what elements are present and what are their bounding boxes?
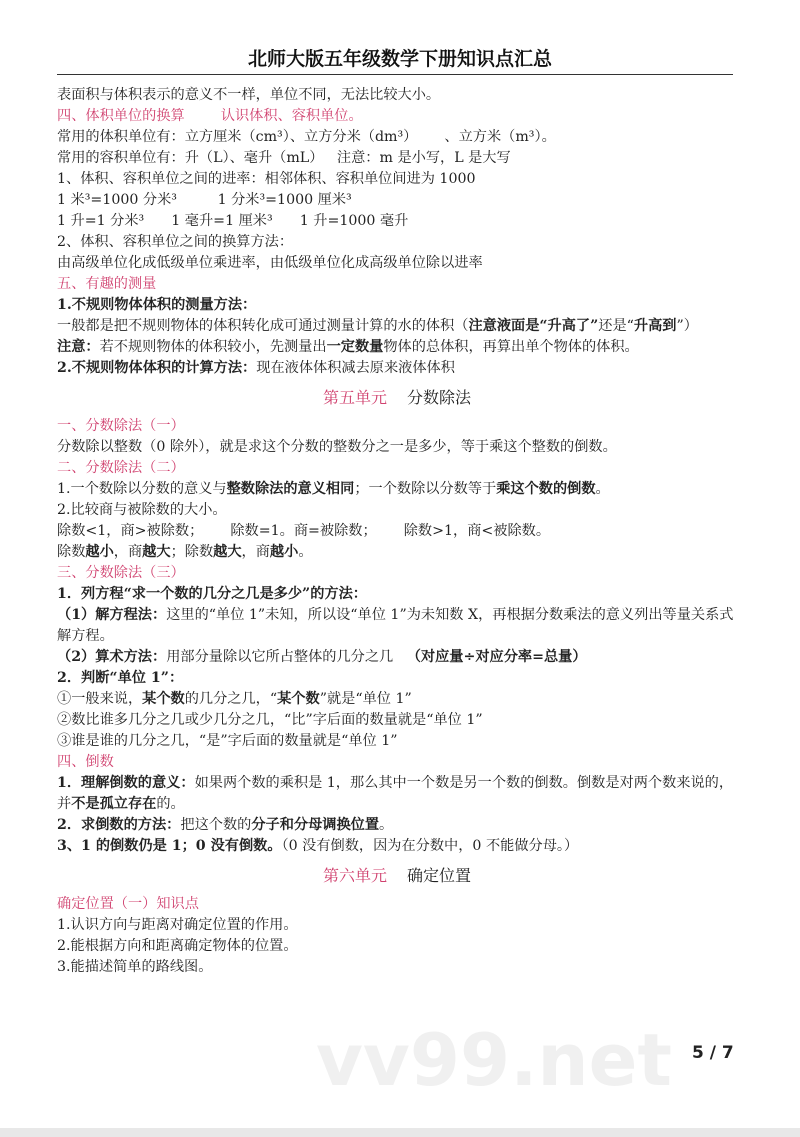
heading-text: 四、体积单位的换算 认识体积、容积单位。 <box>57 108 363 124</box>
text-line <box>57 437 737 458</box>
text-line <box>57 815 737 836</box>
body-text: ”） <box>676 318 698 334</box>
body-text: 常用的体积单位有： <box>57 129 185 145</box>
emphasis-text: （对应量÷对应分率=总量） <box>406 649 587 665</box>
body-text: 这里的“单位 1”未知，所以设“单位 1”为未知数 X，再根据分数乘法的意义列出等量关系式解方程。 <box>57 607 734 644</box>
heading-text: 一、分数除法（一） <box>57 418 185 434</box>
emphasis-text: 乘这个数的倒数 <box>496 481 596 497</box>
text-line <box>57 253 737 274</box>
emphasis-text: 整数除法的意义相同 <box>226 481 355 497</box>
text-line <box>57 915 737 936</box>
emphasis-text: 不是孤立存在 <box>71 796 157 812</box>
body-text: 3.能描述简单的路线图。 <box>57 959 213 975</box>
emphasis-text: 1．理解倒数的意义： <box>57 775 195 791</box>
text-line <box>57 647 737 668</box>
emphasis-text: 越大 <box>213 544 242 560</box>
body-text: 若不规则物体的体积较小，先测量出 <box>99 339 327 355</box>
body-text: 由高级单位化成低级单位乘进率，由低级单位化成高级单位除以进率 <box>57 255 483 271</box>
body-text: 现在液体体积减去原来液体体积 <box>256 360 455 376</box>
document-body <box>57 85 737 978</box>
text-line <box>57 274 737 295</box>
text-line <box>57 668 737 689</box>
body-text: 1、体积、容积单位之间的进率：相邻体积、容积单位间进为 1000 <box>57 171 476 187</box>
unit-heading <box>57 387 737 408</box>
text-line <box>57 584 737 605</box>
text-line <box>57 458 737 479</box>
body-text: 1 升=1 分米³ 1 毫升=1 厘米³ 1 升=1000 毫升 <box>57 213 409 229</box>
body-text: 如果两个数的乘积是 1，那么其中一个数是另一个数的倒数。倒数是对两个数来说的，并 <box>57 775 734 812</box>
emphasis-text: 越小 <box>269 544 299 560</box>
heading-text: 确定位置（一）知识点 <box>57 896 199 912</box>
heading-text: 二、分数除法（二） <box>57 460 185 476</box>
body-text: 除数<1，商>被除数； 除数=1。商=被除数； 除数>1，商<被除数。 <box>57 523 551 539</box>
page-bottom-edge <box>0 1128 800 1137</box>
body-text: ，商 <box>113 544 143 560</box>
body-text: 。 <box>298 544 313 560</box>
unit-heading <box>57 865 737 886</box>
body-text: 表面积与体积表示的意义不一样，单位不同，无法比较大小。 <box>57 87 441 103</box>
body-text: 的。 <box>156 796 185 812</box>
text-line <box>57 605 737 647</box>
body-text: 的几分之几，“ <box>184 691 278 707</box>
emphasis-text: 2．判断“单位 1”： <box>57 670 184 686</box>
body-text: 1.认识方向与距离对确定位置的作用。 <box>57 917 298 933</box>
body-text: 把这个数的 <box>180 817 252 833</box>
emphasis-text: 越大 <box>142 544 171 560</box>
text-line <box>57 521 737 542</box>
text-line <box>57 836 737 857</box>
text-line <box>57 773 737 815</box>
text-line <box>57 500 737 521</box>
emphasis-text: （2）算术方法： <box>57 649 167 665</box>
body-text: 2.能根据方向和距离确定物体的位置。 <box>57 938 298 954</box>
text-line <box>57 689 737 710</box>
emphasis-text: 2.不规则物体体积的计算方法： <box>57 360 257 376</box>
emphasis-text: 某个数 <box>277 691 320 707</box>
body-text: 。 <box>379 817 394 833</box>
body-text: ②数比谁多几分之几或少几分之几，“比”字后面的数量就是“单位 1” <box>57 712 483 728</box>
body-text: ”就是“单位 1” <box>319 691 412 707</box>
emphasis-text: 注意： <box>57 339 100 355</box>
emphasis-text: （1）解方程法： <box>57 607 167 623</box>
text-line <box>57 232 737 253</box>
body-text: 。 <box>595 481 610 497</box>
emphasis-text: 一定数量 <box>326 339 384 355</box>
emphasis-text: 注意液面是“升高了” <box>468 318 599 334</box>
text-line <box>57 190 737 211</box>
text-line <box>57 563 737 584</box>
text-line <box>57 936 737 957</box>
text-line <box>57 211 737 232</box>
heading-text: 五、有趣的测量 <box>57 276 157 292</box>
body-text: 除数 <box>57 544 86 560</box>
body-text: ；除数 <box>170 544 214 560</box>
text-line <box>57 416 737 437</box>
text-line <box>57 148 737 169</box>
text-line <box>57 85 737 106</box>
heading-text: 三、分数除法（三） <box>57 565 185 581</box>
emphasis-text: 3、1 的倒数仍是 1；0 没有倒数。 <box>57 838 282 854</box>
body-text: 用部分量除以它所占整体的几分之几 <box>166 649 407 665</box>
body-text: 分数除以整数（0 除外），就是求这个分数的整数分之一是多少，等于乘这个整数的倒数。 <box>57 439 617 455</box>
text-line <box>57 169 737 190</box>
heading-text: 四、倒数 <box>57 754 114 770</box>
document-title: 北师大版五年级数学下册知识点汇总 <box>247 48 552 70</box>
text-line <box>57 731 737 752</box>
body-text: 分数除法 <box>407 388 472 407</box>
body-text: 一般都是把不规则物体的体积转化成可通过测量计算的水的体积（ <box>57 318 469 334</box>
emphasis-text: 越小 <box>85 544 114 560</box>
text-line <box>57 337 737 358</box>
body-text: ①一般来说， <box>57 691 143 707</box>
emphasis-text: 某个数 <box>142 691 185 707</box>
text-line <box>57 542 737 563</box>
text-line <box>57 752 737 773</box>
emphasis-text: 2．求倒数的方法： <box>57 817 181 833</box>
text-line <box>57 358 737 379</box>
text-line <box>57 710 737 731</box>
text-line <box>57 479 737 500</box>
emphasis-text: 分子和分母调换位置 <box>251 817 380 833</box>
text-line <box>57 295 737 316</box>
heading-text: 第六单元 <box>322 866 387 885</box>
body-text: 物体的总体积，再算出单个物体的体积。 <box>383 339 639 355</box>
body-text: 2、体积、容积单位之间的换算方法： <box>57 234 294 250</box>
text-line <box>57 894 737 915</box>
body-text: ③谁是谁的几分之几，“是”字后面的数量就是“单位 1” <box>57 733 398 749</box>
body-text: 1.一个数除以分数的意义与 <box>57 481 227 497</box>
title-divider <box>57 74 733 75</box>
body-text: 还是“ <box>598 318 634 334</box>
body-text: （0 没有倒数，因为在分数中，0 不能做分母。） <box>281 838 579 854</box>
text-line <box>57 957 737 978</box>
page-number: 5 / 7 <box>692 1043 734 1063</box>
watermark: vv99.net <box>316 1018 672 1102</box>
heading-text: 第五单元 <box>322 388 387 407</box>
text-line <box>57 106 737 127</box>
emphasis-text: 1．列方程“求一个数的几分之几是多少”的方法： <box>57 586 367 602</box>
text-line <box>57 316 737 337</box>
emphasis-text: 升高到 <box>633 318 677 334</box>
text-line <box>57 127 737 148</box>
body-text: 2.比较商与被除数的大小。 <box>57 502 227 518</box>
emphasis-text: 1.不规则物体体积的测量方法： <box>57 297 257 313</box>
body-text: ，商 <box>241 544 270 560</box>
body-text: 立方厘米（cm³）、立方分米（dm³） 、立方米（m³）。 <box>184 129 556 145</box>
body-text: ；一个数除以分数等于 <box>354 481 497 497</box>
body-text: 确定位置 <box>407 866 472 885</box>
body-text: 1 米³=1000 分米³ 1 分米³=1000 厘米³ <box>57 192 352 208</box>
body-text: 常用的容积单位有：升（L）、毫升（mL） 注意：m 是小写，L 是大写 <box>57 150 511 166</box>
